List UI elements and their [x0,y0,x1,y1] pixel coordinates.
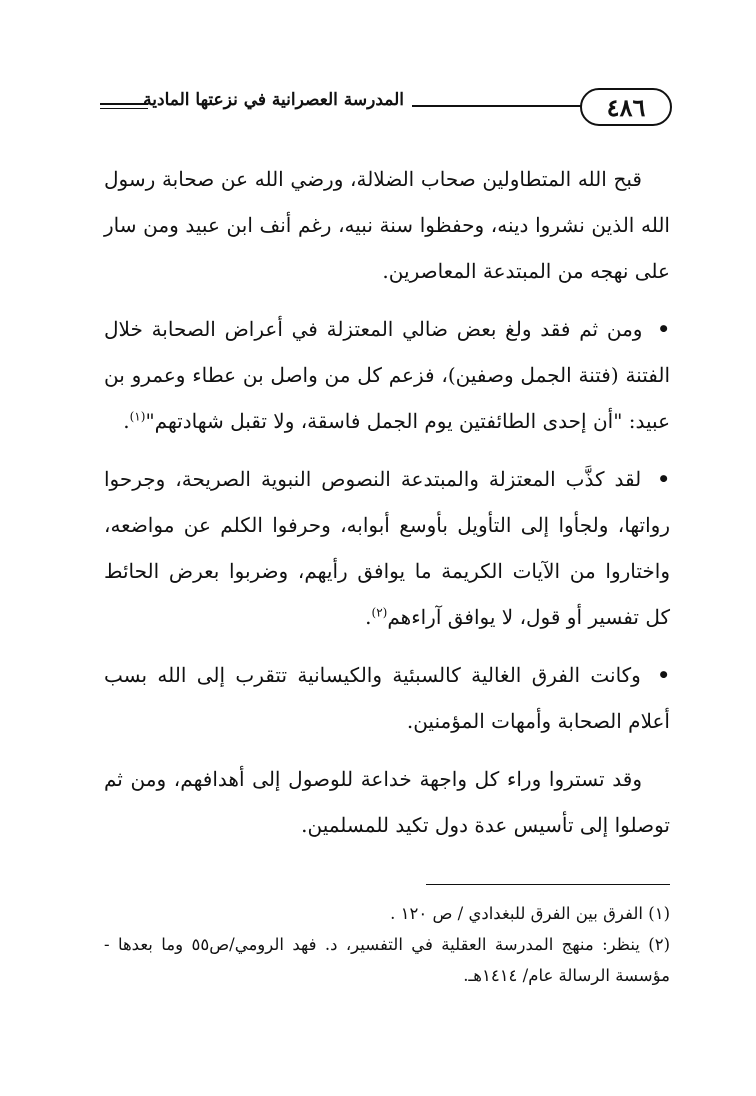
running-title: المدرسة العصرانية في نزعتها المادية [148,90,410,110]
paragraph-text: وكانت الفرق الغالية كالسبئية والكيسانية تتقرب إلى الله بسب أعلام الصحابة وأمهات المؤمنين. [104,663,670,733]
footnote-ref[interactable]: (١) [129,409,146,424]
footnote-ref[interactable]: (٢) [371,605,388,620]
footnotes [104,898,670,991]
bullet-icon: • [657,467,671,491]
paragraph [104,652,670,744]
page-number-badge: ٤٨٦ [580,88,672,126]
paragraph-tail: . [365,605,372,629]
bullet-icon: • [657,317,670,341]
paragraph-text: وقد تستروا وراء كل واجهة خداعة للوصول إلى أهدافهم، ومن ثم توصلوا إلى تأسيس عدة دول تكيد للمسلمين. [104,767,670,837]
paragraph [104,456,670,640]
paragraph [104,756,670,848]
paragraph [104,306,670,444]
paragraph [104,156,670,294]
paragraph-text: لقد كذَّب المعتزلة والمبتدعة النصوص النبوية الصريحة، وجرحوا رواتها، ولجأوا إلى التأويل بأوسع أبوابه، وحرفوا الكلم عن مواضعه، واختاروا من الآيات الكريمة ما يوافق رأيهم، وضربوا بعرض الحائط كل تفسير أو قول، لا يوافق آراءهم [104,467,670,629]
header-rule-middle [412,105,582,107]
footnote: (٢) ينظر: منهج المدرسة العقلية في التفسير، د. فهد الرومي/ص٥٥ وما بعدها - مؤسسة الرسالة عام/ ١٤١٤هـ. [104,935,671,985]
page-body [104,156,670,860]
paragraph-text: ومن ثم فقد ولغ بعض ضالي المعتزلة في أعراض الصحابة خلال الفتنة (فتنة الجمل وصفين)، فزعم كل من واصل بن عطاء وعمرو بن عبيد: "أن إحدى الطائفتين يوم الجمل فاسقة، ولا تقبل شهادتهم" [104,317,670,433]
footnote: (١) الفرق بين الفرق للبغدادي / ص ١٢٠ . [390,904,670,923]
footnote-separator [426,884,670,885]
bullet-icon: • [657,663,671,687]
page-header [100,86,672,130]
paragraph-tail: . [123,409,130,433]
paragraph-text: قبح الله المتطاولين صحاب الضلالة، ورضي الله عن صحابة رسول الله الذين نشروا دينه، وحفظوا سنة نبيه، رغم أنف ابن عبيد ومن سار على نهجه من المبتدعة المعاصرين. [104,167,670,283]
